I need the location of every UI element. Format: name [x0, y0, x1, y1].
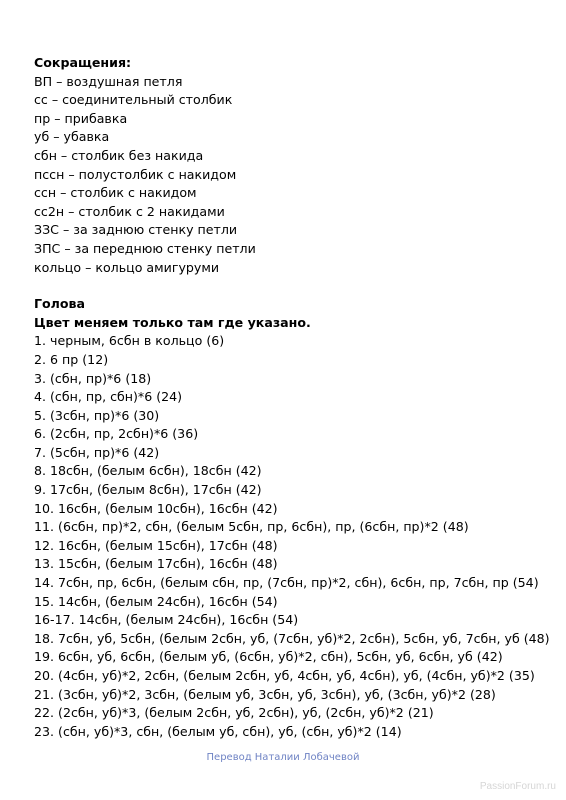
abbreviations-title: Сокращения: — [34, 55, 132, 70]
abbreviation-item: пр – прибавка — [34, 110, 128, 126]
pattern-row: 20. (4сбн, уб)*2, 2сбн, (белым 2сбн, уб, 4сбн, уб, 4сбн), уб, (4сбн, уб)*2 (35) — [34, 668, 535, 683]
pattern-row: 12. 16сбн, (белым 15сбн), 17сбн (48) — [34, 537, 278, 553]
head-rows-list — [34, 332, 554, 741]
abbreviation-item: пссн – полустолбик с накидом — [34, 166, 237, 182]
abbreviation-item: ВП – воздушная петля — [34, 73, 183, 89]
abbreviation-item: уб – убавка — [34, 129, 110, 145]
pattern-row: 23. (сбн, уб)*3, сбн, (белым уб, сбн), уб, (сбн, уб)*2 (14) — [34, 723, 402, 739]
pattern-row: 16-17. 14сбн, (белым 24сбн), 16сбн (54) — [34, 612, 299, 628]
abbreviation-item: ЗПС – за переднюю стенку петли — [34, 240, 256, 256]
pattern-row: 3. (сбн, пр)*6 (18) — [34, 370, 152, 386]
pattern-row: 10. 16сбн, (белым 10сбн), 16сбн (42) — [34, 500, 278, 516]
site-watermark: PassionForum.ru — [479, 781, 556, 792]
color-change-note: Цвет меняем только там где указано. — [34, 314, 311, 330]
pattern-row: 15. 14сбн, (белым 24сбн), 16сбн (54) — [34, 593, 278, 609]
pattern-row: 8. 18сбн, (белым 6сбн), 18сбн (42) — [34, 463, 262, 479]
abbreviation-item: ссн – столбик с накидом — [34, 185, 197, 201]
translator-credit: Перевод Наталии Лобачевой — [206, 752, 360, 763]
abbreviation-item: сс – соединительный столбик — [34, 92, 233, 108]
abbreviations-list — [34, 73, 554, 278]
pattern-row: 11. (6сбн, пр)*2, сбн, (белым 5сбн, пр, 6сбн), пр, (6сбн, пр)*2 (48) — [34, 519, 469, 535]
abbreviation-item: сбн – столбик без накида — [34, 147, 204, 163]
head-section-title: Голова — [34, 296, 86, 312]
pattern-row: 1. черным, 6сбн в кольцо (6) — [34, 333, 225, 349]
pattern-row: 5. (3сбн, пр)*6 (30) — [34, 407, 160, 423]
pattern-row: 19. 6сбн, уб, 6сбн, (белым уб, (6сбн, уб)*2, сбн), 5сбн, уб, 6сбн, уб (42) — [34, 649, 503, 665]
abbreviation-item: сс2н – столбик с 2 накидами — [34, 203, 225, 219]
pattern-row: 7. (5сбн, пр)*6 (42) — [34, 444, 160, 460]
pattern-row: 6. (2сбн, пр, 2сбн)*6 (36) — [34, 426, 199, 442]
abbreviation-item: ЗЗС – за заднюю стенку петли — [34, 222, 238, 238]
section-spacer — [34, 277, 554, 295]
abbreviation-item: кольцо – кольцо амигуруми — [34, 259, 220, 275]
pattern-document — [34, 54, 554, 741]
pattern-row: 2. 6 пр (12) — [34, 351, 109, 367]
pattern-row: 22. (2сбн, уб)*3, (белым 2сбн, уб, 2сбн), уб, (2сбн, уб)*2 (21) — [34, 705, 434, 721]
pattern-row: 9. 17сбн, (белым 8сбн), 17сбн (42) — [34, 482, 262, 498]
pattern-row: 4. (сбн, пр, сбн)*6 (24) — [34, 389, 183, 405]
pattern-row: 13. 15сбн, (белым 17сбн), 16сбн (48) — [34, 556, 278, 572]
pattern-row: 21. (3сбн, уб)*2, 3сбн, (белым уб, 3сбн, уб, 3сбн), уб, (3сбн, уб)*2 (28) — [34, 686, 496, 702]
pattern-row: 18. 7сбн, уб, 5сбн, (белым 2сбн, уб, (7сбн, уб)*2, 2сбн), 5сбн, уб, 7сбн, уб (48) — [34, 630, 550, 646]
pattern-row: 14. 7сбн, пр, 6сбн, (белым сбн, пр, (7сбн, пр)*2, сбн), 6сбн, пр, 7сбн, пр (54) — [34, 575, 539, 591]
